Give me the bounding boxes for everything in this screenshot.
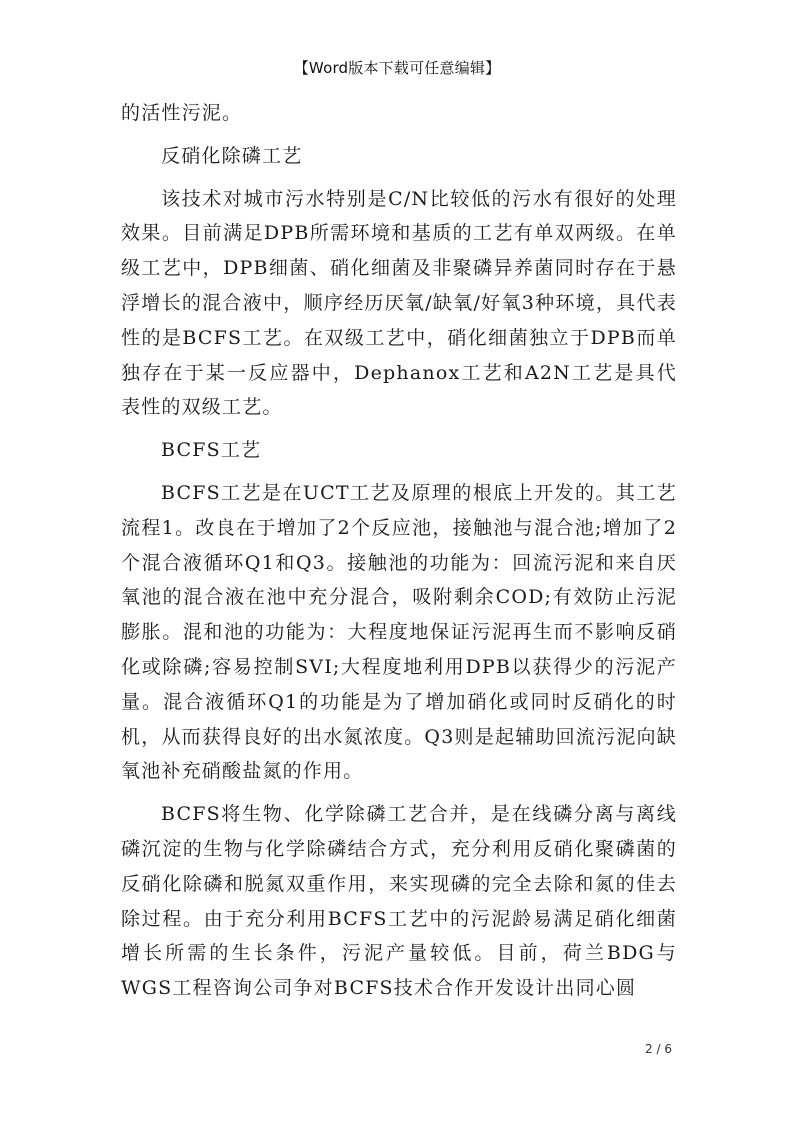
paragraph-bcfs-combined: BCFS将生物、化学除磷工艺合并，是在线磷分离与离线磷沉淀的生物与化学除磷结合方式，充分利用反硝化聚磷菌的反硝化除磷和脱氮双重作用，来实现磷的完全去除和氮的佳去除过程。由于充分利用BCFS工艺中的污泥龄易满足硝化细菌增长所需的生长条件，污泥产量较低。目前，荷兰BDG与WGS工程咨询公司争对BCFS技术合作开发设计出同心圆: [121, 803, 677, 1000]
section-heading-bcfs: BCFS工艺: [161, 439, 262, 462]
section-heading-denitrifying-phosphorus-removal: 反硝化除磷工艺: [161, 144, 303, 167]
page-number: 2 / 6: [645, 1042, 672, 1056]
paragraph-continuation: 的活性污泥。: [121, 102, 243, 124]
document-body: [121, 96, 677, 1006]
paragraph-technology-overview: 该技术对城市污水特别是C/N比较低的污水有很好的处理效果。目前满足DPB所需环境和基质的工艺有单双两级。在单级工艺中，DPB细菌、硝化细菌及非聚磷异养菌同时存在于悬浮增长的混合液中，顺序经历厌氧/缺氧/好氧3种环境，具代表性的是BCFS工艺。在双级工艺中，硝化细菌独立于DPB而单独存在于某一反应器中，Dephanox工艺和A2N工艺是具代表性的双级工艺。: [121, 187, 677, 419]
paragraph-bcfs-process: BCFS工艺是在UCT工艺及原理的根底上开发的。其工艺流程1。改良在于增加了2个反应池，接触池与混合池;增加了2个混合液循环Q1和Q3。接触池的功能为：回流污泥和来自厌氧池的混合液在池中充分混合，吸附剩余COD;有效防止污泥膨胀。混和池的功能为：大程度地保证污泥再生而不影响反硝化或除磷;容易控制SVI;大程度地利用DPB以获得少的污泥产量。混合液循环Q1的功能是为了增加硝化或同时反硝化的时机，从而获得良好的出水氮浓度。Q3则是起辅助回流污泥向缺氧池补充硝酸盐氮的作用。: [121, 481, 677, 783]
document-header: 【Word版本下载可任意编辑】: [293, 59, 501, 77]
